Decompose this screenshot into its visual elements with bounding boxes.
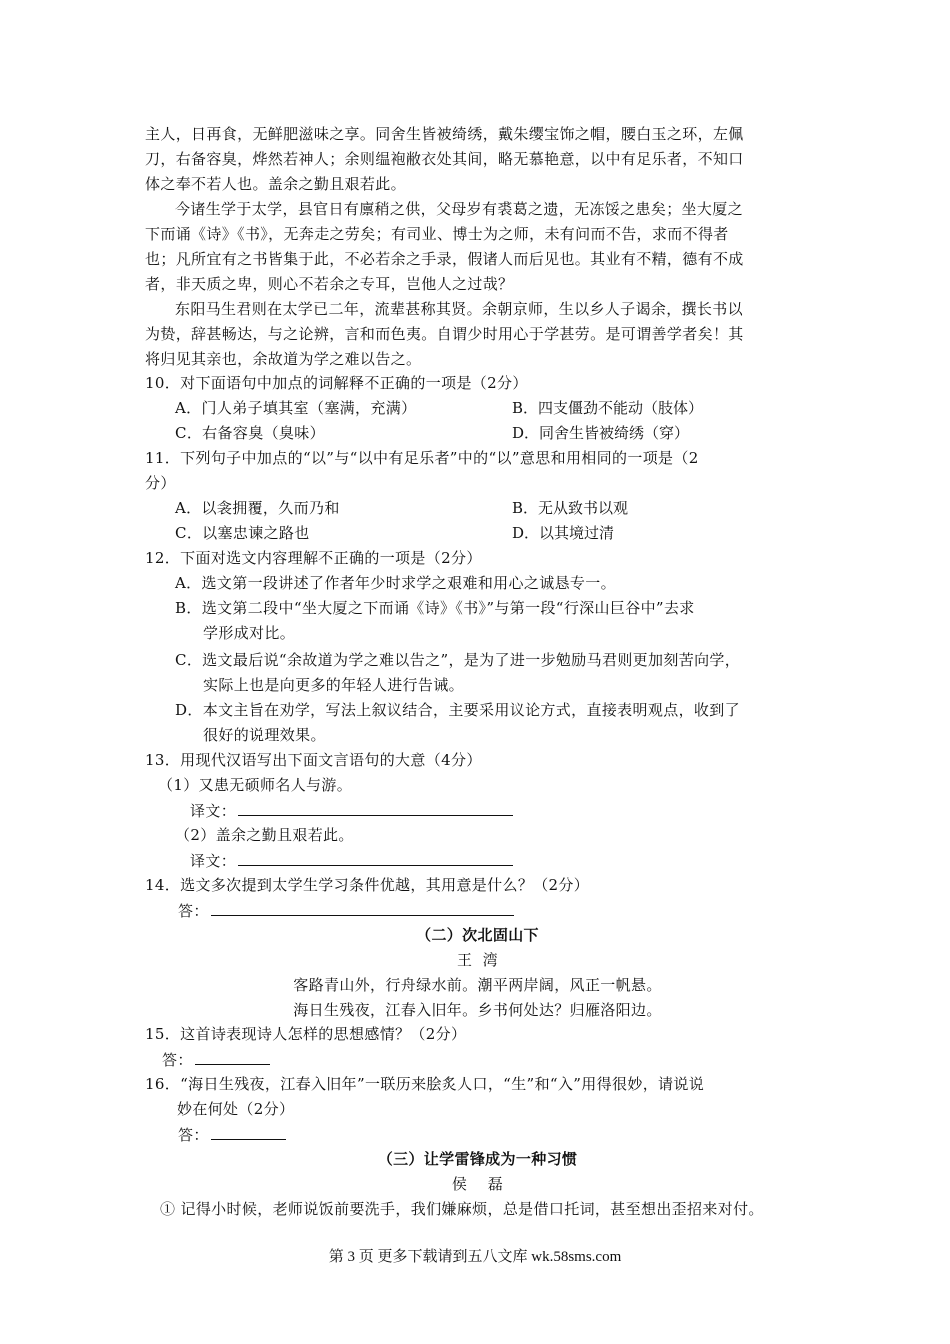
question-13-answer-2 [190, 848, 590, 874]
question-11-option-a: A．以衾拥覆，久而乃和 [175, 499, 340, 517]
question-12-option-d-cont: 很好的说理效果。 [203, 726, 326, 744]
section-3-author: 侯 磊 [451, 1175, 504, 1193]
question-14-stem: 14．选文多次提到太学生学习条件优越，其用意是什么？（2分） [145, 876, 590, 894]
question-15-stem: 15．这首诗表现诗人怎样的思想感情？（2分） [145, 1025, 467, 1043]
answer-label: 译文： [190, 802, 237, 820]
question-10-option-b: B．四支僵劲不能动（肢体） [512, 399, 704, 417]
answer-blank[interactable] [211, 1122, 286, 1140]
question-13-stem: 13．用现代汉语写出下面文言语句的大意（4分） [145, 751, 482, 769]
poem-title: （二）次北固山下 [416, 926, 539, 944]
passage-line: 为贽，辞甚畅达，与之论辨，言和而色夷。自谓少时用心于学甚劳。是可谓善学者矣！其 [145, 325, 744, 343]
question-13-sentence-2: （2）盖余之勤且艰若此。 [175, 826, 354, 844]
passage-line: 者，非天质之卑，则心不若余之专耳，岂他人之过哉？ [145, 275, 514, 293]
answer-label: 答： [178, 902, 209, 920]
answer-label: 答： [162, 1051, 193, 1069]
question-10-stem: 10．对下面语句中加点的词解释不正确的一项是（2分） [145, 374, 528, 392]
question-12-option-d: D．本文主旨在劝学，写法上叙议结合，主要采用议论方式，直接表明观点，收到了 [175, 701, 740, 719]
question-11-option-c: C．以塞忠谏之路也 [175, 524, 310, 542]
question-13-sentence-1: （1）又患无硕师名人与游。 [158, 776, 353, 794]
question-12-option-c-cont: 实际上也是向更多的年轻人进行告诫。 [203, 676, 464, 694]
passage-line: 东阳马生君则在太学已二年，流辈甚称其贤。余朝京师，生以乡人子谒余，撰长书以 [175, 300, 743, 318]
question-10-option-d: D．同舍生皆被绮绣（穿） [512, 424, 690, 442]
passage-line: 主人，日再食，无鲜肥滋味之享。同舍生皆被绮绣，戴朱缨宝饰之帽，腰白玉之环，左佩 [145, 125, 744, 143]
question-12-option-b: B．选文第二段中“坐大厦之下而诵《诗》《书》”与第一段“行深山巨谷中”去求 [175, 599, 695, 617]
question-12-stem: 12．下面对选文内容理解不正确的一项是（2分） [145, 549, 482, 567]
question-16-answer [178, 1122, 378, 1148]
question-16-stem: 16．“海日生残夜，江春入旧年”一联历来脍炙人口，“生”和“入”用得很妙，请说说 [145, 1075, 705, 1093]
question-16-stem-cont: 妙在何处（2分） [177, 1100, 295, 1118]
section-3-paragraph-1: ① 记得小时候，老师说饭前要洗手，我们嫌麻烦，总是借口托词，甚至想出歪招来对付。 [160, 1200, 764, 1218]
passage-line: 将归见其亲也，余故道为学之难以告之。 [145, 350, 422, 368]
answer-blank[interactable] [195, 1047, 270, 1065]
question-11-stem: 11．下列句子中加点的“以”与“以中有足乐者”中的“以”意思和用相同的一项是（2 [145, 449, 699, 467]
passage-line: 也；凡所宜有之书皆集于此，不必若余之手录，假诸人而后见也。其业有不精，德有不成 [145, 250, 744, 268]
question-11-option-d: D．以其境过清 [512, 524, 615, 542]
question-11-option-b: B．无从致书以观 [512, 499, 629, 517]
question-13-answer-1 [190, 798, 590, 824]
answer-label: 答： [178, 1126, 209, 1144]
answer-label: 译文： [190, 852, 237, 870]
question-12-option-a: A．选文第一段讲述了作者年少时求学之艰难和用心之诚恳专一。 [175, 574, 616, 592]
question-11-stem-cont: 分） [145, 474, 176, 492]
poem-line-1: 客路青山外，行舟绿水前。潮平两岸阔，风正一帆悬。 [293, 976, 662, 994]
passage-line: 今诸生学于太学，县官日有廪稍之供，父母岁有裘葛之遗，无冻馁之患矣；坐大厦之 [175, 200, 743, 218]
question-10-option-c: C．右备容臭（臭味） [175, 424, 325, 442]
passage-line: 体之奉不若人也。盖余之勤且艰若此。 [145, 175, 406, 193]
question-14-answer [178, 898, 578, 924]
section-3-title: （三）让学雷锋成为一种习惯 [377, 1150, 578, 1168]
page-footer: 第 3 页 更多下载请到五八文库 wk.58sms.com [328, 1249, 622, 1265]
answer-blank-2[interactable] [238, 848, 513, 866]
question-12-option-c: C．选文最后说“余故道为学之难以告之”，是为了进一步勉励马君则更加刻苦向学， [175, 651, 741, 669]
passage-line: 下而诵《诗》《书》，无奔走之劳矣；有司业、博士为之师，未有问而不告，求而不得者 [145, 225, 729, 243]
answer-blank-1[interactable] [238, 798, 513, 816]
question-10-option-a: A．门人弟子填其室（塞满，充满） [175, 399, 417, 417]
answer-blank[interactable] [211, 898, 514, 916]
poem-author: 王 湾 [457, 951, 498, 969]
question-12-option-b-cont: 学形成对比。 [203, 624, 296, 642]
question-15-answer [162, 1047, 362, 1073]
passage-line: 刀，右备容臭，烨然若神人；余则缊袍敝衣处其间，略无慕艳意，以中有足乐者，不知口 [145, 150, 744, 168]
poem-line-2: 海日生残夜，江春入旧年。乡书何处达？归雁洛阳边。 [293, 1001, 662, 1019]
